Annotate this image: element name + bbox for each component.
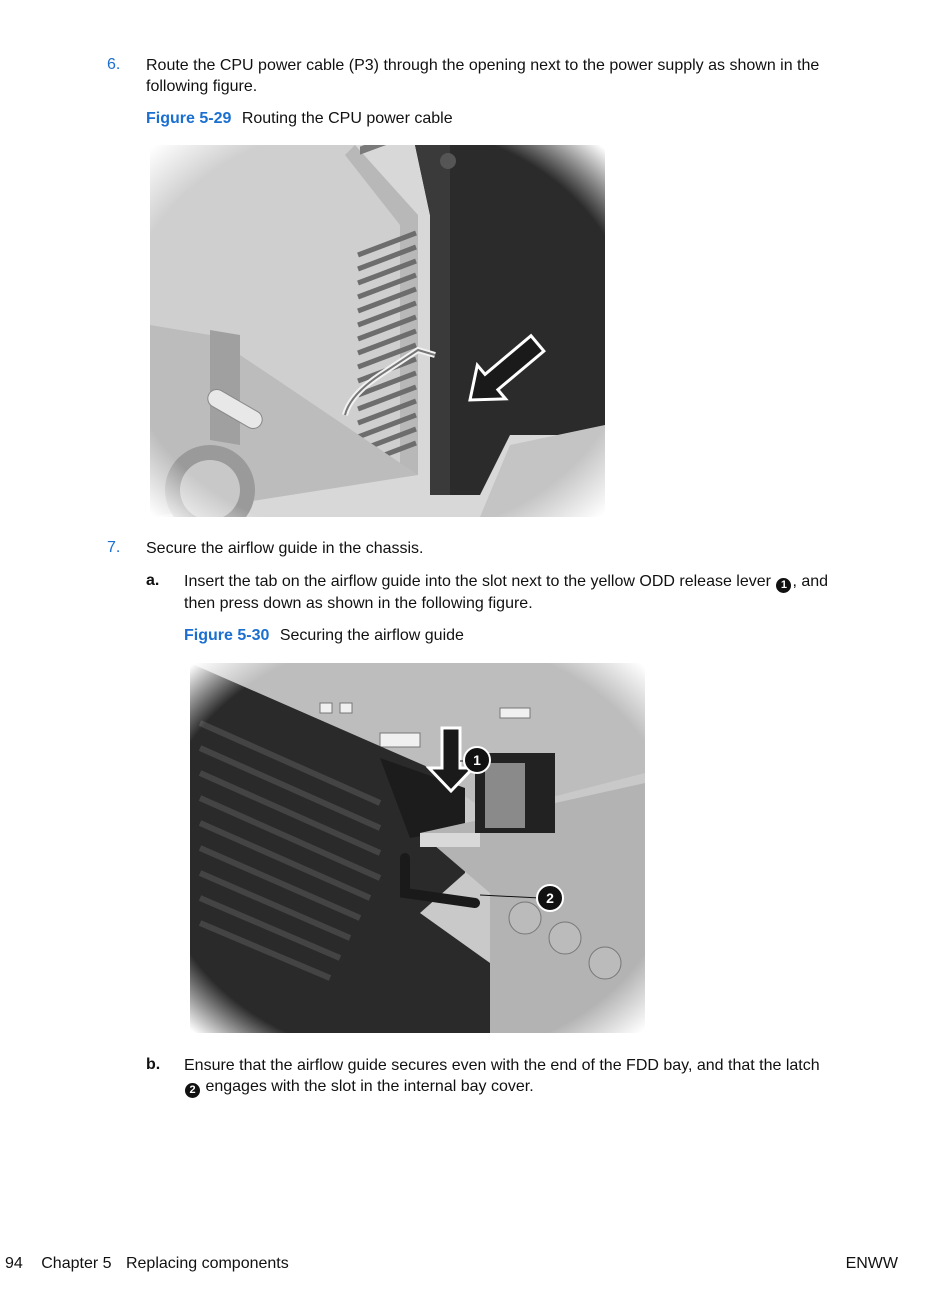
figure-5-29-label: Figure 5-29: [146, 110, 232, 127]
step-7b-text-line1: Ensure that the airflow guide secures even with the end of the FDD bay, and that the latch: [184, 1057, 820, 1074]
step-7a-letter: a.: [146, 572, 160, 589]
step-7a-text-line1-pre: Insert the tab on the airflow guide into the slot next to the yellow ODD release lever: [184, 573, 771, 590]
footer-left: [5, 1255, 289, 1273]
figure-5-29-title: Routing the CPU power cable: [241, 110, 453, 127]
step-7a-text-line1: [184, 571, 914, 593]
figure-5-29-caption: [146, 110, 453, 128]
step-7b-text-line2: [184, 1076, 914, 1098]
step-7-text: Secure the airflow guide in the chassis.: [146, 540, 424, 557]
step-7-number: 7.: [107, 539, 121, 556]
step-7b-letter: b.: [146, 1056, 161, 1073]
footer-section: Replacing components: [125, 1255, 289, 1272]
step-6-text: [146, 55, 906, 97]
figure-5-30-image: [190, 663, 645, 1033]
callout-1-inline: 1: [776, 578, 791, 593]
figure-5-30-title: Securing the airflow guide: [279, 627, 464, 644]
step-6-text-line1: Route the CPU power cable (P3) through the opening next to the power supply as shown in the: [146, 57, 820, 74]
footer-right: ENWW: [845, 1255, 898, 1272]
step-7b-text: [184, 1055, 914, 1098]
step-6-number: 6.: [107, 56, 121, 73]
cpu-power-cable-routing-illustration: [150, 145, 605, 517]
figure-5-30-label: Figure 5-30: [184, 627, 270, 644]
footer-chapter: Chapter 5: [41, 1255, 112, 1272]
page-number: 94: [5, 1255, 23, 1272]
callout-2-inline: 2: [185, 1083, 200, 1098]
step-7a-text-line2: then press down as shown in the following figure.: [184, 595, 533, 612]
figure-5-29-image: [150, 145, 605, 517]
airflow-guide-illustration: [190, 663, 645, 1033]
figure-5-30-caption: [184, 627, 464, 645]
step-7a-text-line1-post: , and: [792, 573, 829, 590]
step-7b-text-line2-post: engages with the slot in the internal bay cover.: [201, 1078, 534, 1095]
step-6-text-line2: following figure.: [146, 78, 258, 95]
step-7a-text: [184, 571, 914, 614]
